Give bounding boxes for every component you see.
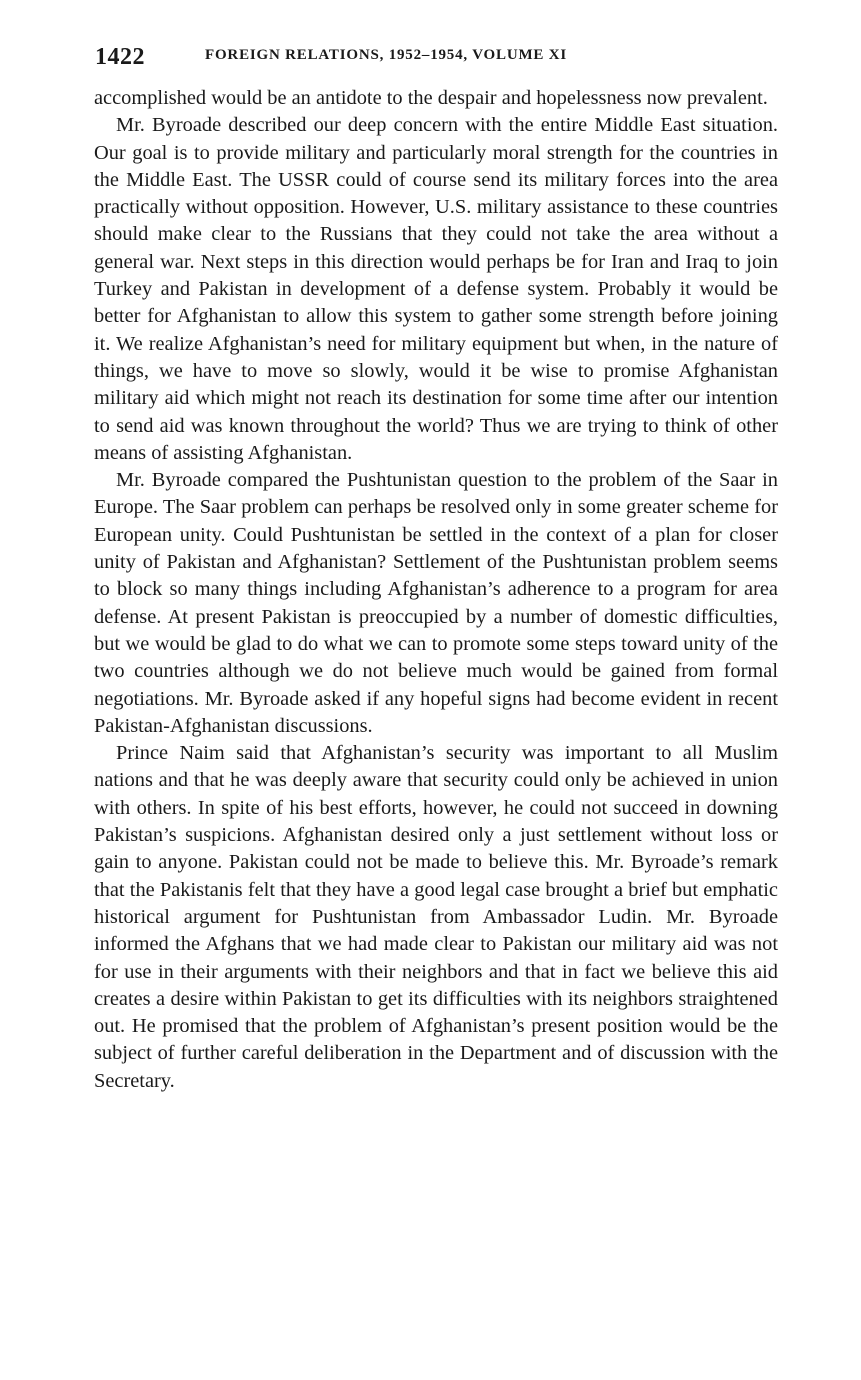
paragraph: Mr. Byroade described our deep concern with the entire Middle East situation. Our goal is to provide military and particularly moral strength for the countries in the Middle East. The USSR could of course send its military forces into the area practically without opposition. However, U.S. military assistance to these countries should make clear to the Russians that they could not take the area without a general war. Next steps in this direction would perhaps be for Iran and Iraq to join Turkey and Pakistan in development of a defense system. Probably it would be better for Afghanistan to allow this system to gather some strength before joining it. We realize Afghanistan’s need for military equipment but when, in the nature of things, we have to move so slowly, would it be wise to promise Afghanistan military aid which might not reach its destination for some time after our intention to send aid was known throughout the world? Thus we are trying to think of other means of assisting Afghanistan. <box>94 114 778 464</box>
running-head <box>95 42 785 76</box>
body-text <box>94 85 778 1095</box>
paragraph-continued: accomplished would be an antidote to the despair and hopelessness now prevalent. <box>94 87 768 109</box>
running-head-title: FOREIGN RELATIONS, 1952–1954, VOLUME XI <box>205 47 568 63</box>
page-number: 1422 <box>95 44 145 70</box>
paragraph: Mr. Byroade compared the Pushtunistan question to the problem of the Saar in Europe. The Saar problem can perhaps be resolved only in some greater scheme for European unity. Could Pushtunistan be settled in the context of a plan for closer unity of Pakistan and Afghanistan? Settlement of the Pushtunistan problem seems to block so many things including Afghanistan’s adherence to a program for area defense. At present Pakistan is preoccupied by a number of domestic difficulties, but we would be glad to do what we can to promote some steps toward unity of the two countries although we do not believe much would be gained from formal negotiations. Mr. Byroade asked if any hopeful signs had become evident in recent Pakistan-Afghanistan discussions. <box>94 469 778 737</box>
paragraph: Prince Naim said that Afghanistan’s security was important to all Muslim nations and that he was deeply aware that security could only be achieved in union with others. In spite of his best efforts, however, he could not succeed in downing Pakistan’s suspicions. Afghanistan desired only a just settlement without loss or gain to anyone. Pakistan could not be made to believe this. Mr. Byroade’s remark that the Pakistanis felt that they have a good legal case brought a brief but emphatic historical argument for Pushtunistan from Ambassador Ludin. Mr. Byroade informed the Afghans that we had made clear to Pakistan our military aid was not for use in their arguments with their neighbors and that in fact we believe this aid creates a desire within Pakistan to get its difficulties with its neighbors straightened out. He promised that the problem of Afghanistan’s present position would be the subject of further careful deliberation in the Department and of discussion with the Secretary. <box>94 742 778 1092</box>
